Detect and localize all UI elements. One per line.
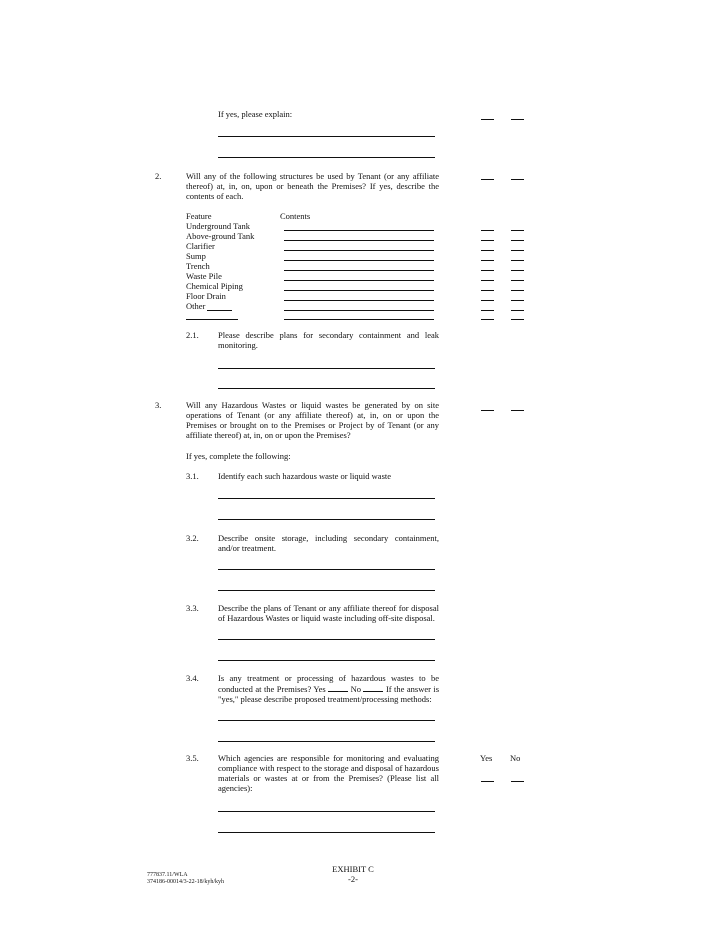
q3-3-answer-line-1[interactable] bbox=[218, 639, 435, 640]
feature-trench: Trench bbox=[186, 261, 210, 271]
no-column-header: No bbox=[510, 753, 521, 763]
q3-2-answer-line-1[interactable] bbox=[218, 569, 435, 570]
waste-pile-no-blank[interactable] bbox=[511, 280, 524, 281]
q3-number: 3. bbox=[155, 400, 162, 410]
feature-other: Other bbox=[186, 301, 206, 311]
trench-yes-blank[interactable] bbox=[481, 270, 494, 271]
document-id-1: 777837.11/WLA bbox=[147, 872, 188, 878]
q3-2-question: Describe onsite storage, including secondary containment, and/or treatment. bbox=[218, 533, 439, 553]
q2-1-number: 2.1. bbox=[186, 330, 199, 340]
chemical-piping-no-blank[interactable] bbox=[511, 290, 524, 291]
q2-question: Will any of the following structures be used by Tenant (or any affiliate thereof) at, in, on, upon or beneath the Premises? If yes, describe the contents of each. bbox=[186, 171, 439, 201]
q3-2-number: 3.2. bbox=[186, 533, 199, 543]
q3-4-question bbox=[218, 673, 439, 704]
contents-line-waste-pile[interactable] bbox=[284, 280, 434, 281]
feature-chemical-piping: Chemical Piping bbox=[186, 281, 243, 291]
q3-4-text-c: If the answer is "yes," please describe proposed treatment/processing methods: bbox=[218, 684, 440, 704]
q1-no-blank[interactable] bbox=[511, 119, 524, 120]
q3-5-number: 3.5. bbox=[186, 753, 199, 763]
q3-5-answer-line-1[interactable] bbox=[218, 811, 435, 812]
contents-line-clarifier[interactable] bbox=[284, 250, 434, 251]
q3-5-answer-line-2[interactable] bbox=[218, 832, 435, 833]
yes-column-header: Yes bbox=[480, 753, 493, 763]
q1-explain-label: If yes, please explain: bbox=[218, 109, 293, 119]
contents-line-trench[interactable] bbox=[284, 270, 434, 271]
q3-4-answer-line-1[interactable] bbox=[218, 720, 435, 721]
q3-4-text-b: No bbox=[350, 684, 362, 694]
contents-line-underground-tank[interactable] bbox=[284, 230, 434, 231]
q3-5-no-blank[interactable] bbox=[511, 781, 524, 782]
exhibit-label: EXHIBIT C bbox=[332, 864, 374, 874]
q3-2-answer-line-2[interactable] bbox=[218, 590, 435, 591]
contents-line-extra[interactable] bbox=[284, 319, 434, 320]
document-id-2: 374186-00014/3-22-18/kyh/kyh bbox=[147, 879, 224, 885]
q3-question: Will any Hazardous Wastes or liquid wastes be generated by on site operations of Tenant (or any affiliate thereof) at, in, on or upon the Premises or brought on to the Premises or Project by of Tenant (or any affiliate thereof) at, in, on or upon the Premises? bbox=[186, 400, 439, 440]
q3-3-number: 3.3. bbox=[186, 603, 199, 613]
extra-yes-blank[interactable] bbox=[481, 319, 494, 320]
q2-1-question: Please describe plans for secondary containment and leak monitoring. bbox=[218, 330, 439, 350]
other-name-line[interactable] bbox=[207, 310, 232, 311]
waste-pile-yes-blank[interactable] bbox=[481, 280, 494, 281]
underground-tank-no-blank[interactable] bbox=[511, 230, 524, 231]
contents-line-floor-drain[interactable] bbox=[284, 300, 434, 301]
floor-drain-no-blank[interactable] bbox=[511, 300, 524, 301]
contents-line-other[interactable] bbox=[284, 310, 434, 311]
above-ground-tank-yes-blank[interactable] bbox=[481, 240, 494, 241]
contents-line-chemical-piping[interactable] bbox=[284, 290, 434, 291]
page-number: -2- bbox=[348, 874, 358, 884]
q3-1-number: 3.1. bbox=[186, 471, 199, 481]
q3-no-blank[interactable] bbox=[511, 410, 524, 411]
q1-answer-line-2[interactable] bbox=[218, 157, 435, 158]
q2-1-answer-line-2[interactable] bbox=[218, 388, 435, 389]
other-no-blank[interactable] bbox=[511, 310, 524, 311]
q3-3-answer-line-2[interactable] bbox=[218, 660, 435, 661]
q3-4-text-a: Is any treatment or processing of hazardous wastes to be conducted at the Premises? Yes bbox=[218, 673, 439, 694]
contents-column-header: Contents bbox=[280, 211, 311, 221]
extra-no-blank[interactable] bbox=[511, 319, 524, 320]
q3-followup-label: If yes, complete the following: bbox=[186, 451, 291, 461]
q3-4-no-blank[interactable] bbox=[363, 683, 383, 692]
other-yes-blank[interactable] bbox=[481, 310, 494, 311]
chemical-piping-yes-blank[interactable] bbox=[481, 290, 494, 291]
q3-1-answer-line-2[interactable] bbox=[218, 519, 435, 520]
clarifier-no-blank[interactable] bbox=[511, 250, 524, 251]
q3-5-yes-blank[interactable] bbox=[481, 781, 494, 782]
above-ground-tank-no-blank[interactable] bbox=[511, 240, 524, 241]
underground-tank-yes-blank[interactable] bbox=[481, 230, 494, 231]
q2-no-blank[interactable] bbox=[511, 179, 524, 180]
contents-line-above-ground-tank[interactable] bbox=[284, 240, 434, 241]
clarifier-yes-blank[interactable] bbox=[481, 250, 494, 251]
q1-answer-line-1[interactable] bbox=[218, 136, 435, 137]
q3-1-question: Identify each such hazardous waste or liquid waste bbox=[218, 471, 392, 481]
q2-number: 2. bbox=[155, 171, 162, 181]
q3-3-question: Describe the plans of Tenant or any affiliate thereof for disposal of Hazardous Wastes or liquid waste including off-site disposal. bbox=[218, 603, 439, 623]
q1-yes-blank[interactable] bbox=[481, 119, 494, 120]
q3-4-answer-line-2[interactable] bbox=[218, 741, 435, 742]
extra-feature-line[interactable] bbox=[186, 319, 238, 320]
feature-waste-pile: Waste Pile bbox=[186, 271, 222, 281]
feature-underground-tank: Underground Tank bbox=[186, 221, 251, 231]
sump-yes-blank[interactable] bbox=[481, 260, 494, 261]
q3-yes-blank[interactable] bbox=[481, 410, 494, 411]
sump-no-blank[interactable] bbox=[511, 260, 524, 261]
feature-column-header: Feature bbox=[186, 211, 212, 221]
feature-clarifier: Clarifier bbox=[186, 241, 215, 251]
q2-yes-blank[interactable] bbox=[481, 179, 494, 180]
q3-1-answer-line-1[interactable] bbox=[218, 498, 435, 499]
q3-5-question: Which agencies are responsible for monitoring and evaluating compliance with respect to the storage and disposal of hazardous materials or wastes at or from the Premises? (Please list all agencies): bbox=[218, 753, 439, 793]
q3-4-yes-blank[interactable] bbox=[328, 683, 348, 692]
contents-line-sump[interactable] bbox=[284, 260, 434, 261]
feature-above-ground-tank: Above-ground Tank bbox=[186, 231, 255, 241]
q2-1-answer-line-1[interactable] bbox=[218, 368, 435, 369]
q3-4-number: 3.4. bbox=[186, 673, 199, 683]
trench-no-blank[interactable] bbox=[511, 270, 524, 271]
floor-drain-yes-blank[interactable] bbox=[481, 300, 494, 301]
feature-sump: Sump bbox=[186, 251, 206, 261]
feature-floor-drain: Floor Drain bbox=[186, 291, 226, 301]
